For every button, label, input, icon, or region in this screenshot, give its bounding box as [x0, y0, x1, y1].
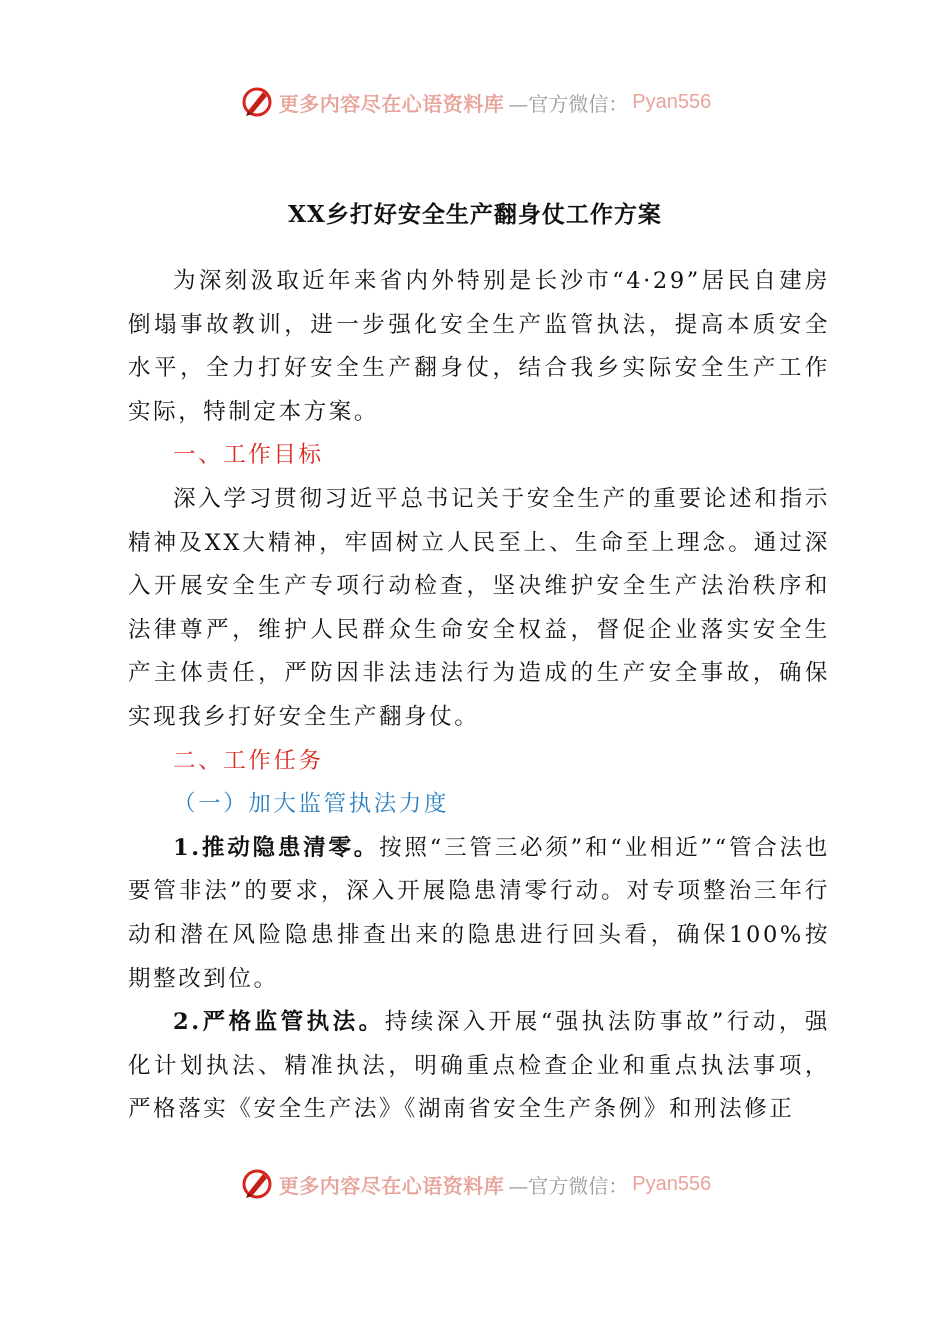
- footer-banner: [0, 1162, 950, 1206]
- task-item-1-title: 1.推动隐患清零。: [173, 834, 380, 861]
- subsection-heading-enforcement: （一）加大监管执法力度: [173, 791, 450, 818]
- banner-main-text: 更多内容尽在心语资料库: [278, 91, 505, 116]
- intro-paragraph: 为深刻汲取近年来省内外特别是长沙市“4·29”居民自建房倒塌事故教训，进一步强化安全生产监管执法，提高本质安全水平，全力打好安全生产翻身仗，结合我乡实际安全生产工作实际，特制定本方案。: [128, 268, 830, 425]
- banner-wechat-id: Pyan556: [632, 90, 712, 113]
- banner-wechat-label: —官方微信：: [508, 1173, 629, 1198]
- section-heading-goals: 一、工作目标: [173, 442, 324, 469]
- task-item-1: [128, 827, 830, 1001]
- task-item-2-body: 持续深入开展“强执法防事故”行动，强化计划执法、精准执法，明确重点检查企业和重点执法事项，严格落实《安全生产法》《湖南省安全生产条例》和刑法修正: [128, 1009, 830, 1123]
- section-heading-tasks: 二、工作任务: [173, 747, 324, 774]
- banner-wechat-id: Pyan556: [632, 1172, 712, 1195]
- header-banner-content: [239, 84, 711, 120]
- goals-paragraph: 深入学习贯彻习近平总书记关于安全生产的重要论述和指示精神及XX大精神，牢固树立人民至上、生命至上理念。通过深入开展安全生产专项行动检查，坚决维护安全生产法治秩序和法律尊严，维护人民群众生命安全权益，督促企业落实安全生产主体责任，严防因非法违法行为造成的生产安全事故，确保实现我乡打好安全生产翻身仗。: [128, 485, 830, 730]
- banner-wechat-label: —官方微信：: [508, 91, 629, 116]
- banner-main-text: 更多内容尽在心语资料库: [278, 1173, 505, 1198]
- task-item-2: [128, 1001, 830, 1132]
- pen-logo-icon: [239, 1166, 275, 1202]
- footer-banner-content: [239, 1166, 711, 1202]
- pen-logo-icon: [239, 84, 275, 120]
- header-banner: [0, 80, 950, 124]
- document-body: [128, 260, 830, 1132]
- task-item-2-title: 2.严格监管执法。: [173, 1009, 385, 1036]
- document-title: XX乡打好安全生产翻身仗工作方案: [288, 201, 662, 228]
- task-item-1-body: 按照“三管三必须”和“业相近”“管合法也要管非法”的要求，深入开展隐患清零行动。对专项整治三年行动和潜在风险隐患排查出来的隐患进行回头看，确保100%按期整改到位。: [128, 834, 831, 992]
